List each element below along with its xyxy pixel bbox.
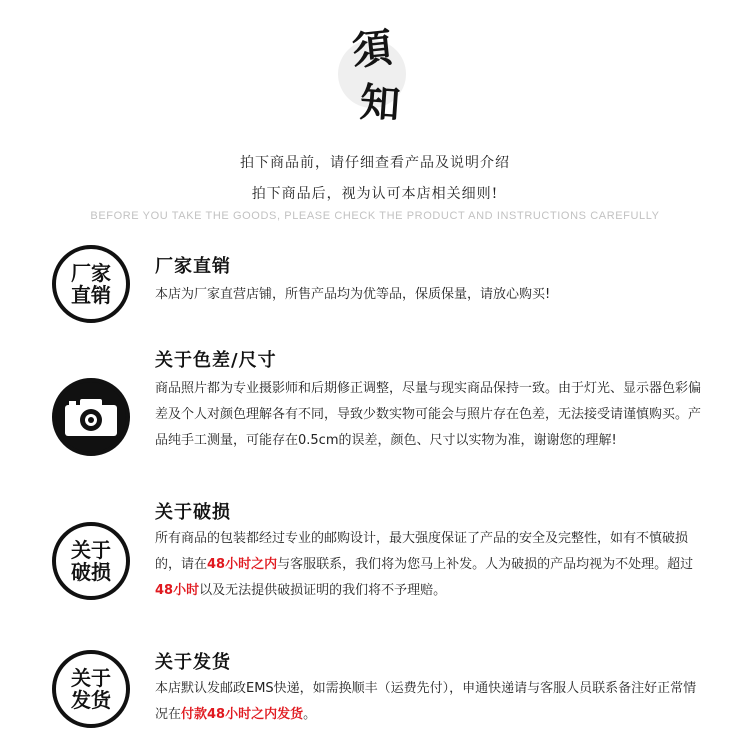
factory-direct-badge (52, 245, 130, 323)
highlight-48h: 48小时 (155, 583, 200, 598)
title-char-zhi: 知 (358, 78, 402, 129)
highlight-ship-48h: 付款48小时之内发货 (181, 707, 304, 722)
section-body: 商品照片都为专业摄影师和后期修正调整，尽量与现实商品保持一致。由于灯光、显示器色彩偏差及个人对颜色理解各有不同，导致少数实物可能会与照片存在色差，无法接受请谨慎购买。产品纯手工测量，可能存在0.5cm的误差，颜色、尺寸以实物为准，谢谢您的理解! (155, 381, 702, 448)
body-text: 所有商品的包装都经过专业的邮购设计，最大强度保证了产品的安全及完整性，如有不慎破损的，请在 (155, 531, 689, 572)
notice-header (0, 0, 750, 230)
section-title: 关于发货 (155, 652, 231, 673)
badge-text-line-1: 关于 (71, 666, 111, 690)
badge-text-line-1: 关于 (71, 538, 111, 562)
camera-icon (62, 395, 120, 439)
badge-text-line-2: 破损 (71, 560, 111, 584)
intro-line-1: 拍下商品前，请仔细查看产品及说明介绍 (240, 155, 510, 171)
section-title: 关于色差/尺寸 (155, 350, 277, 371)
title-char-xu: 須 (349, 24, 395, 75)
section-body (155, 676, 707, 728)
body-text: 与客服联系，我们将为您马上补发。人为破损的产品均视为不处理。超过 (277, 557, 694, 572)
section-body (155, 526, 707, 604)
section-title: 关于破损 (155, 502, 231, 523)
body-text: 以及无法提供破损证明的我们将不予理赔。 (199, 583, 447, 598)
badge-text-line-1: 厂家 (71, 261, 111, 285)
shipping-badge (52, 650, 130, 728)
body-text: 本店默认发邮政EMS快递，如需换顺丰（运费先付），申通快递请与客服人员联系备注好正常情况在 (155, 681, 697, 722)
body-text: 。 (303, 707, 317, 722)
badge-text-line-2: 直销 (71, 283, 111, 307)
section-title: 厂家直销 (155, 256, 231, 277)
highlight-48h-within: 48小时之内 (207, 557, 278, 572)
section-body: 本店为厂家直营店铺，所售产品均为优等品，保质保量，请放心购买! (155, 287, 551, 302)
badge-text-line-2: 发货 (71, 688, 111, 712)
intro-line-2: 拍下商品后，视为认可本店相关细则! (251, 186, 499, 202)
damage-badge (52, 522, 130, 600)
english-subtitle: BEFORE YOU TAKE THE GOODS, PLEASE CHECK THE PRODUCT AND INSTRUCTIONS CAREFULLY (90, 210, 660, 222)
camera-badge (52, 378, 130, 456)
